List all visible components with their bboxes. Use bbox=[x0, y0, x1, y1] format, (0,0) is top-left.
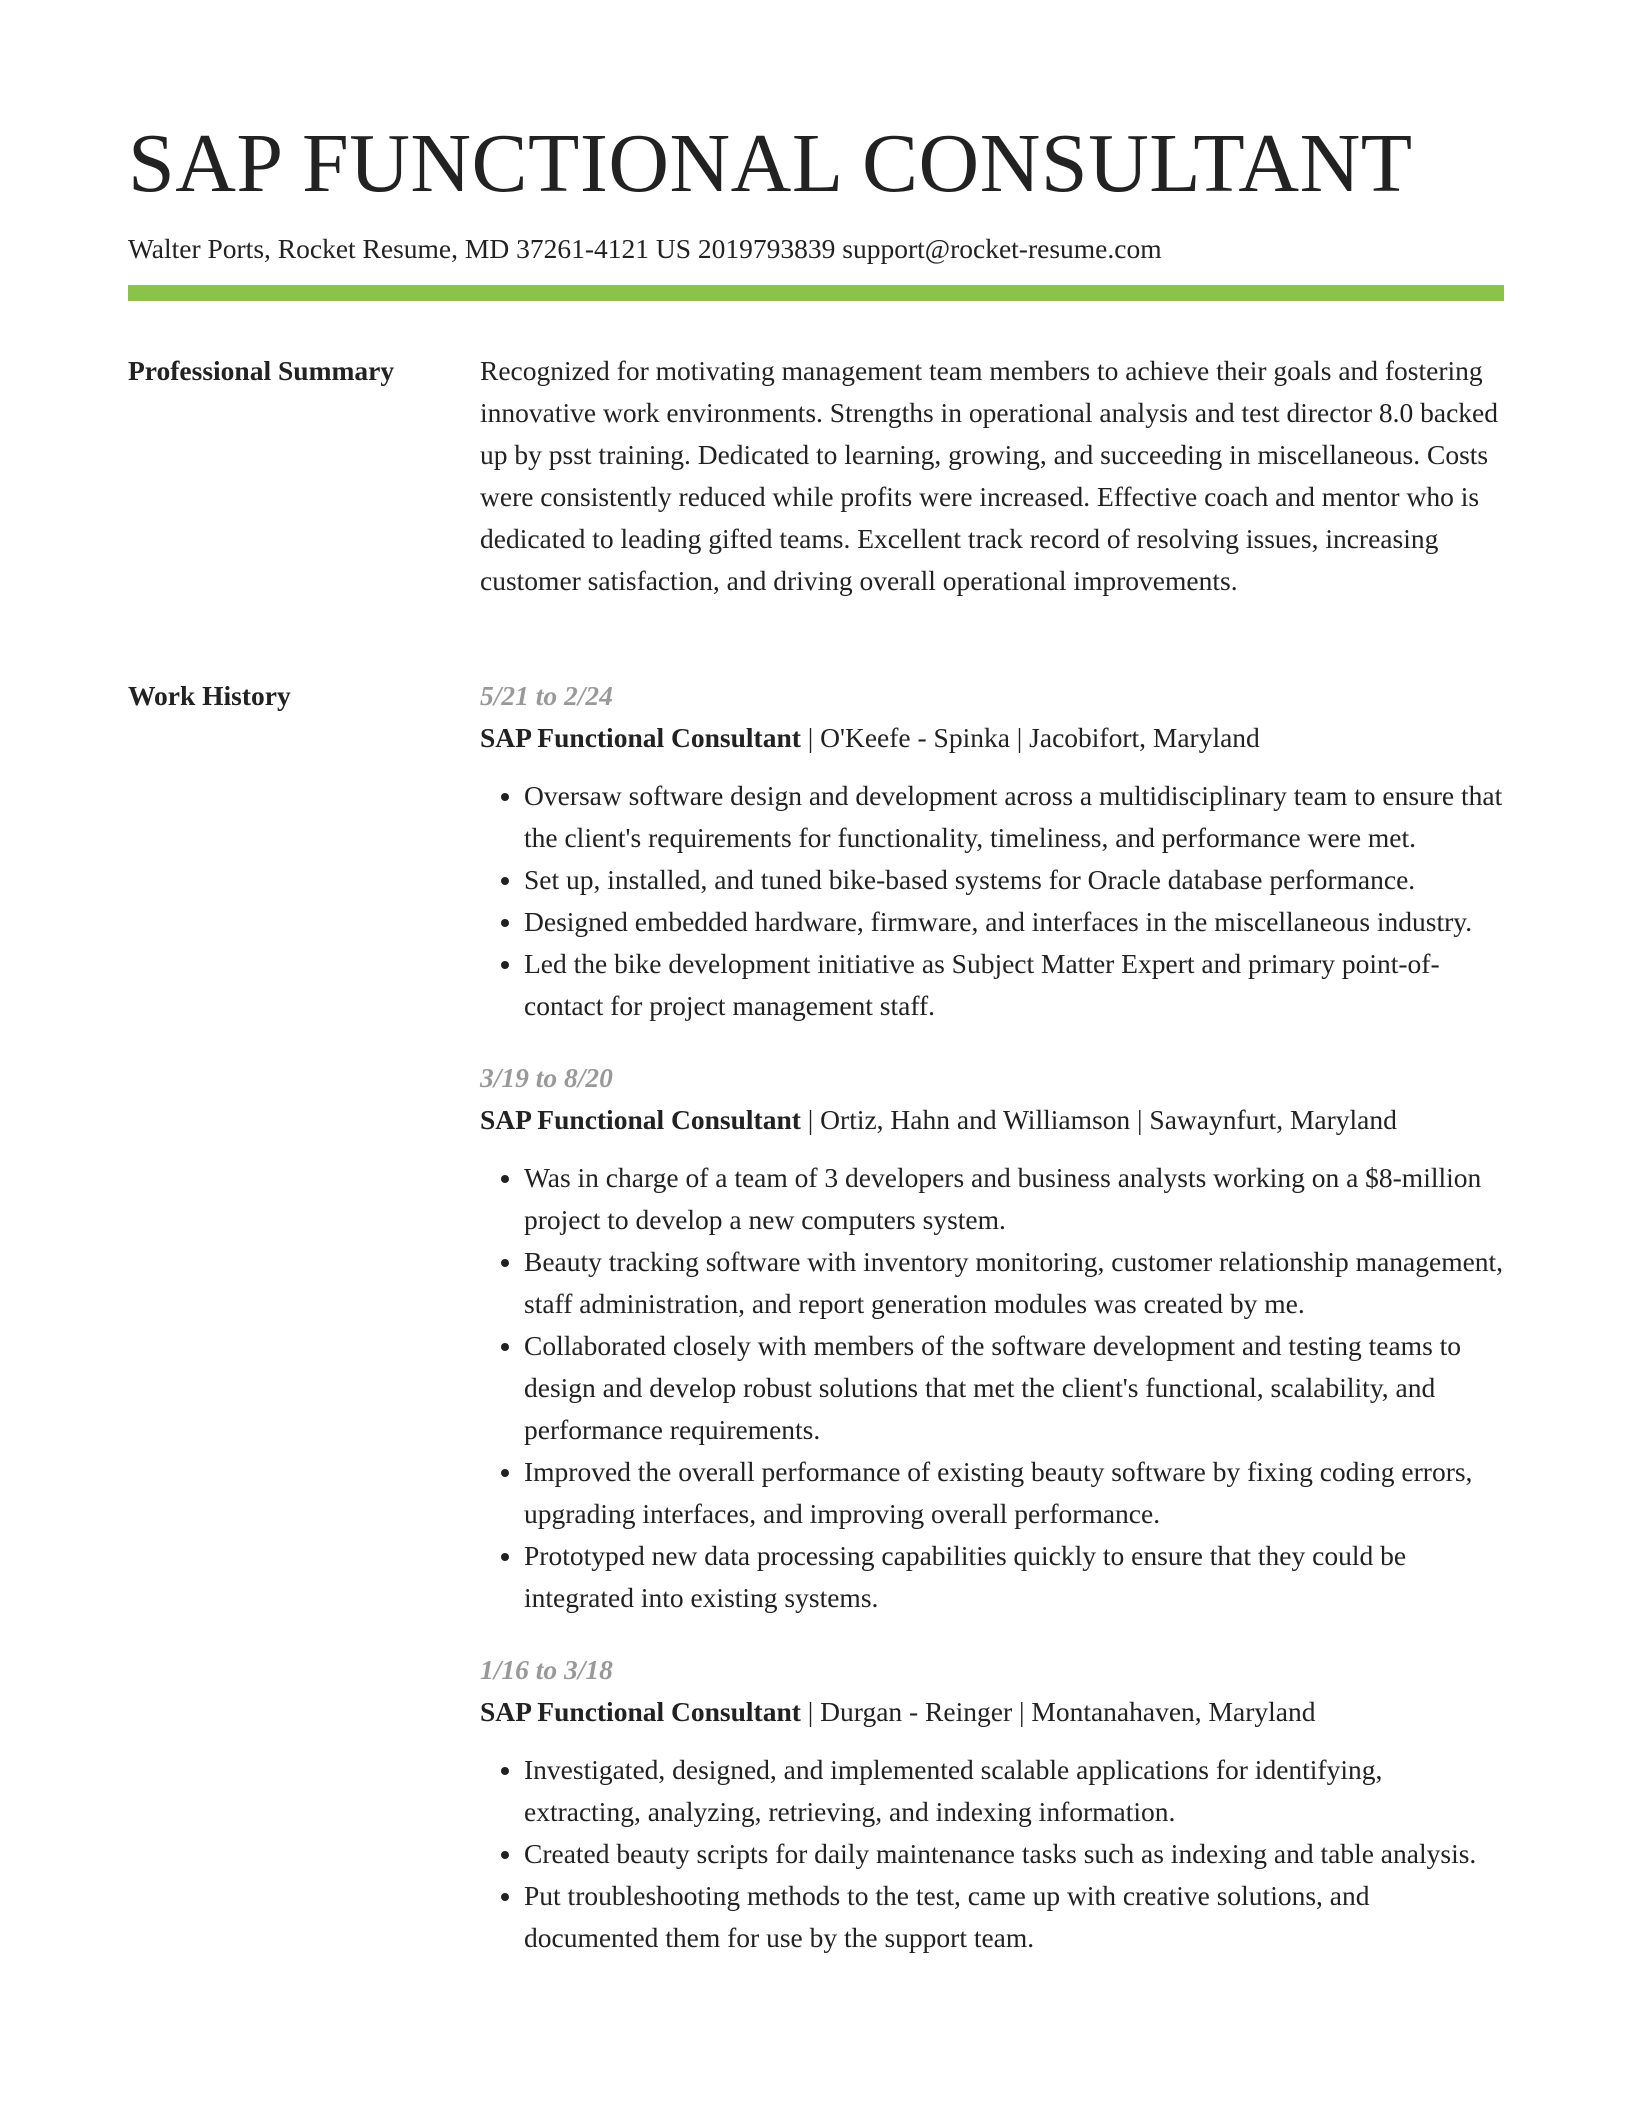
job-bullet-list bbox=[480, 1749, 1504, 1959]
job-heading bbox=[480, 1691, 1504, 1733]
work-history-label: Work History bbox=[128, 680, 291, 711]
job-heading bbox=[480, 1099, 1504, 1141]
resume-title: SAP FUNCTIONAL CONSULTANT bbox=[128, 117, 1413, 210]
job-employer-location: | Durgan - Reinger | Montanahaven, Maryland bbox=[800, 1696, 1316, 1727]
job-bullet: • Set up, installed, and tuned bike-based systems for Oracle database performance. bbox=[524, 859, 1504, 901]
job-bullet: • Oversaw software design and development across a multidisciplinary team to ensure that the client's requirements for functionality, timeliness, and performance were met. bbox=[524, 775, 1504, 859]
job-employer-location: | Ortiz, Hahn and Williamson | Sawaynfurt, Maryland bbox=[800, 1104, 1397, 1135]
job-bullet: • Was in charge of a team of 3 developers and business analysts working on a $8-million project to develop a new computers system. bbox=[524, 1157, 1504, 1241]
job-heading bbox=[480, 717, 1504, 759]
job-employer-location: | O'Keefe - Spinka | Jacobifort, Maryland bbox=[800, 722, 1260, 753]
job-dates: 1/16 to 3/18 bbox=[480, 1654, 613, 1685]
summary-label: Professional Summary bbox=[128, 355, 395, 386]
job-dates: 5/21 to 2/24 bbox=[480, 680, 613, 711]
job-bullet: • Improved the overall performance of existing beauty software by fixing coding errors, upgrading interfaces, and improving overall performance. bbox=[524, 1451, 1504, 1535]
job-entry bbox=[480, 1057, 1504, 1619]
job-bullet: • Prototyped new data processing capabilities quickly to ensure that they could be integrated into existing systems. bbox=[524, 1535, 1504, 1619]
job-entry bbox=[480, 675, 1504, 1027]
job-bullet: • Put troubleshooting methods to the test, came up with creative solutions, and documented them for use by the support team. bbox=[524, 1875, 1504, 1959]
job-bullet-list bbox=[480, 1157, 1504, 1619]
summary-body bbox=[480, 350, 1504, 602]
job-title: SAP Functional Consultant bbox=[480, 722, 801, 753]
job-bullet: • Investigated, designed, and implemented scalable applications for identifying, extracting, analyzing, retrieving, and indexing information. bbox=[524, 1749, 1504, 1833]
job-dates: 3/19 to 8/20 bbox=[480, 1062, 613, 1093]
summary-text: Recognized for motivating management team members to achieve their goals and fostering innovative work environments. Strengths in operational analysis and test director 8.0 backed up by psst training. Dedicated to learning, growing, and succeeding in miscellaneous. Costs were consistently reduced while profits were increased. Effective coach and mentor who is dedicated to leading gifted teams. Excellent track record of resolving issues, increasing customer satisfaction, and driving overall operational improvements. bbox=[480, 355, 1499, 596]
job-entry bbox=[480, 1649, 1504, 1959]
job-bullet: • Collaborated closely with members of the software development and testing teams to design and develop robust solutions that met the client's functional, scalability, and performance requirements. bbox=[524, 1325, 1504, 1451]
job-bullet: • Led the bike development initiative as Subject Matter Expert and primary point-of-contact for project management staff. bbox=[524, 943, 1504, 1027]
job-bullet: • Created beauty scripts for daily maintenance tasks such as indexing and table analysis. bbox=[524, 1833, 1504, 1875]
work-history-body bbox=[480, 675, 1504, 1989]
job-title: SAP Functional Consultant bbox=[480, 1696, 801, 1727]
accent-divider bbox=[128, 285, 1504, 301]
job-bullet: • Beauty tracking software with inventory monitoring, customer relationship management, staff administration, and report generation modules was created by me. bbox=[524, 1241, 1504, 1325]
job-bullet: • Designed embedded hardware, firmware, and interfaces in the miscellaneous industry. bbox=[524, 901, 1504, 943]
job-title: SAP Functional Consultant bbox=[480, 1104, 801, 1135]
job-bullet-list bbox=[480, 775, 1504, 1027]
contact-line: Walter Ports, Rocket Resume, MD 37261-4121 US 2019793839 support@rocket-resume.com bbox=[128, 233, 1162, 264]
